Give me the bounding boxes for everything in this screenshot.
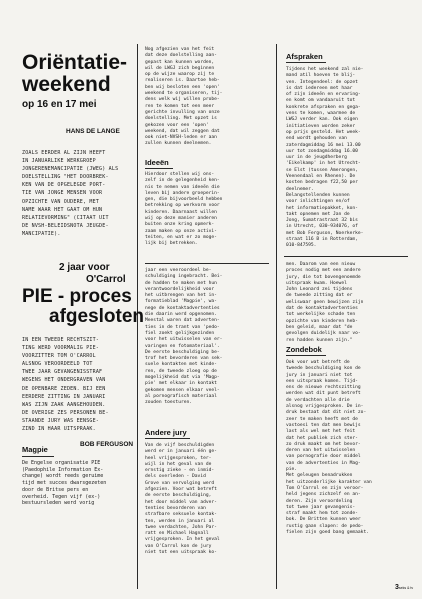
col2-section-rule [145,263,269,264]
andere-jury-heading: Andere jury [145,428,187,437]
pie-intro: IN EEN TWEEDE RECHTSZIT- TING WERD VOORMALIG PIE- VOORZITTER TOM O'CARROL ALSNOG VEROORDEELD TOT TWEE JAAR GEVANGENISSTRAF WEGENS HET ONDERGRAVEN VAN DE OPENBARE ZEDEN. BIJ EEN EERDERE ZITTING IN JANUARI WAS ZIJN ZAAK AANGEHOUDEN. DE OVERIGE ZES PERSONEN BE- STAANDE JURY WAS EENSGE- ZIND IN HAAR UITSPRAAK. [22,337,109,433]
afspraken-body: Tijdens het weekend zal nie- mand atil hoeven te blij- ven. Integendeel: de opzet is dat iedereen met haar of zijn ideeën en ervaring- en komt om vandaaruit tot konkrete afspraken en gega- vens te komen, waarmee de LWGJ verder kan. Ook eigen initiatieven worden zeker op prijs gesteld. Het week- end wordt gehouden van zaterdagmiddag 16 mei 13.00 uur tot zondagmiddag 16.00 uur in de jeugdherberg 'Eikelkamp' in het Utrecht- se Elst (tussen Amerongen, Veenendaal en Rhenen). De kosten bedragen f22,50 per deelnemer. Belangstellenden kunnen voor inlichtingen en/of het informatiepakket, kon- takt opnemen met Jan de Jong, Sumatrastraat 32 bis in Utrecht, 030-934076, of met Bob Ferguson, Noerkerke- straat 116 B in Rotterdam, 010-847595. [286,67,364,249]
zondebok-heading: Zondebok [286,345,322,354]
page-number-suffix: seks & tv [398,586,414,590]
col3-section-rule [284,256,408,257]
col2-top-body: Nog afgezien van het feit dat deze doelstelling aan- gepast kan kunnen worden, wil de LWGJ zich beginnen op de wijze waarop zij te realiseren is. Daartoe heb- ben wij besloten een 'open' weekend te organiseren, tij- dens welk wij willen probe- ren te komen tot een meer gerichte invulling van onze doelstelling. Met opzet is gekozen voor een 'open' weekend, dat wil zeggen dat ook niet-NVSH-leden er aan zullen kunnen deelnemen. [145,47,223,147]
pie-pre-title: 2 jaar voor [59,262,110,273]
orientatie-intro: ZOALS EERDER AL ZIJN HEEFT IN JANUARLIKE WERKGROEP JONGERENEMANCIPATIE (JWEG) ALS DOELSTELLING "HET DOORBREK- KEN VAN DE OPGELEGDE PORT- TIE VAN JONGE MENSEN VOOR OPZICHTE VAN OUDERE, MET NAME WAAR HET GAAT OM HUN RELATIEVORMING" (CITAAT UIT DE NVSH-BELEIDSNOTA JEUGDE- MANCIPATIE). [22,150,119,237]
pie-title-line1: PIE - proces [22,286,132,307]
pie-byline: BOB FERGUSON [80,441,134,448]
afspraken-heading: Afspraken [286,52,323,61]
col3-mid-body: men. Daarom van een nieuw proces nodig met een andere jury, die tot bovengenoemde uitspraak kwam. Hoewel John Leonard zei tijdens de tweede zitting dat er weliswaar geen bewijzen zijn dat de kontaktadvertenties tot werkelijke schade ten opzichte van kinderen heb- ben geleid, maar dat "de gevolgen duidelijk naar vo- ren hadden kunnen zijn." [286,262,364,343]
zondebok-body: Ook voor wat betreft de tweede beschuldiging kon de jury in januari niet tot een uitspraak komen. Tijd- ens de nieuwe rechtszitting werden wat dit punt betreft de verdachten alle drie alsnog vrijgesproken. De in- druk bestaat dat dit niet zo- zeer te maken heeft met de vastoesi ten dat men bewijs last als wel met het feit dat het publiek zich ster- zo druk maakt om het bevor- deren van het uitwisselen van pornografie door middel van de advertenties in Mag- pie. Met geleugen benadrukken het uitzonderlijke karakter van Tom O'Carrol en zijn veroor- held jegens zichzelf en an- deren. Zijn veroordeling tot twee jaar gevangenis- straf maakt hem tot zonde- bok. De Britten kunnen weer rustig gaan slapen: de pedo- fielen zijn goed bang gemaakt. [286,360,372,536]
ideeen-body: Hierdoor stellen wij ons- zelf in de gelegenheid ken- nis te nemen van ideeën die leven bij andere groeperin- gen, die bijvoorbeeld hebben betrekking op werkvorm voor kinderen. Daarnaast willen wij op deze manier anderen buiten onze kring opmerk- zaam maken op onze activi- teiten, en wat er zo mogе- lijk bij betrekken. [145,172,223,247]
orientatie-title-line2: weekend [22,73,111,96]
orientatie-byline: HANS DE LANGE [66,128,120,135]
column-divider-2 [276,44,277,589]
orientatie-title-line1: Oriëntatie- [22,51,128,74]
ideeen-heading: Ideeën [145,158,169,167]
orientatie-subtitle: op 16 en 17 mei [22,99,97,110]
magpie-body: De Engelse organisatie PIE (Paedophile Information Ex- change) wordt reeds geruime tijd met succes dwarsgezeten door de Britse pers en overheid. Tegen vijf (ex-) bestuursleden werd vorig [22,460,107,507]
page-number [395,584,413,591]
pie-title-line2: afgesloten [49,306,145,327]
magpie-heading: Magpie [22,445,48,454]
zondebok-heading-underline [286,355,326,356]
andere-jury-heading-underline [145,438,190,439]
pie-pre-title-2: O'Carrol [86,274,126,285]
afspraken-heading-underline [286,62,326,63]
magpie-heading-underline [22,456,54,457]
ideeen-heading-underline [145,168,173,169]
page-number-digit: 3 [395,584,399,591]
andere-jury-body: Van de vijf beschuldigden werd er in januari één ge- heel vrijgesproken, ter- wijl in het geval van de ernstig zieke - en inmid- dels overleden - David Grove van vervolging werd afgezien. Voor wat betreft de eerste beschuldiging, het door middel van adver- tenties bevorderen van strafbare seksuele kontak- ten, werden in januari al twee verdachten, John Par- ratt en Michael Hagnall vrijgesproken. In het geval van O'Carrol kon de jury niet tot een uitspraak ko- [145,443,220,556]
col2-mid-body: jaar een veeroordeel be- schuldiging ingebracht. Bei- de hadden te maken met hun verantwoordelijkheid voor het uitbrengen van het in- formatieblad 'Magpie', wa- nege de kontaktadvertenties die daarin werd opgenomen. Meestal waren dat adverten- ties in de trant van 'pedo- fiel zoekt gelijkgezinden voor het uitwisselen van er- varingen en fotomateriaal'. De eerste beschuldiging be- trof het bevorderen van sek- suele kontakten met kinde- ren, de tweede zloeg op de mogelijkheid dat via 'Magp- pie' met elkaar in kontakt gekomen mensen elkaar veel- al pornografisch materiaal zouden toesturen. [145,268,223,406]
